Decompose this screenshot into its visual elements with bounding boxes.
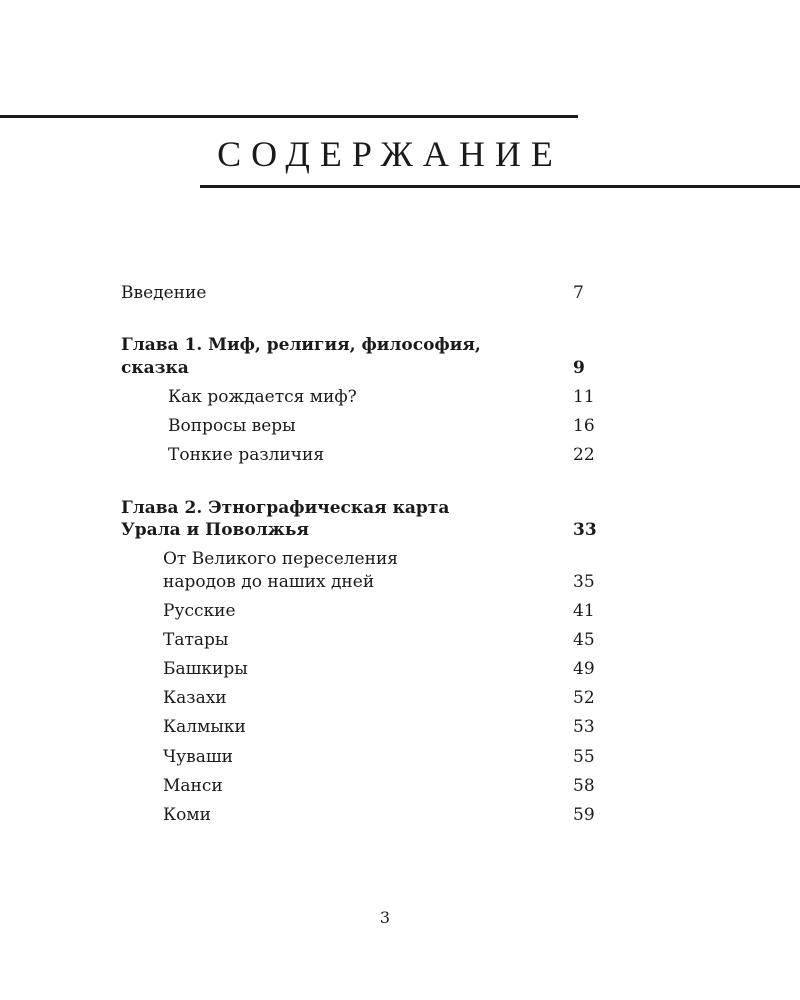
- toc-entry-label: Коми: [163, 805, 211, 825]
- title-rule-top: [0, 115, 578, 118]
- page-title: СОДЕРЖАНИЕ: [217, 134, 563, 174]
- toc-entry-page: 52: [573, 688, 595, 708]
- toc-entry-page: 7: [573, 283, 584, 303]
- toc-chapter-page: 9: [573, 358, 585, 378]
- toc-entry-label: Калмыки: [163, 717, 246, 737]
- toc-entry-label: Чуваши: [163, 747, 233, 767]
- toc-entry-label: Манси: [163, 776, 223, 796]
- toc-entry-page: 16: [573, 416, 595, 436]
- toc-entry-page: 53: [573, 717, 595, 737]
- toc-entry-label: От Великого переселения: [163, 549, 398, 569]
- toc-entry-page: 45: [573, 630, 595, 650]
- toc-entry-label: Как рождается миф?: [168, 387, 357, 407]
- toc-entry-label: Татары: [163, 630, 229, 650]
- toc-entry-page: 58: [573, 776, 595, 796]
- toc-entry-page: 59: [573, 805, 595, 825]
- toc-entry-label: Башкиры: [163, 659, 248, 679]
- toc-entry-page: 35: [573, 572, 595, 592]
- page-number: 3: [379, 908, 391, 927]
- toc-entry-label: Казахи: [163, 688, 227, 708]
- toc-entry-page: 11: [573, 387, 595, 407]
- title-rule-bottom: [200, 185, 800, 188]
- toc-entry-page: 41: [573, 601, 595, 621]
- toc-chapter-label: Глава 2. Этнографическая карта: [121, 498, 450, 518]
- toc-entry-label: народов до наших дней: [163, 572, 375, 592]
- toc-entry-label: Русские: [163, 601, 236, 621]
- toc-chapter-label: Урала и Поволжья: [121, 520, 309, 540]
- toc-entry-page: 55: [573, 747, 595, 767]
- toc-chapter-label: Глава 1. Миф, религия, философия,: [121, 335, 481, 355]
- toc-entry-label: Введение: [121, 283, 207, 303]
- toc-entry-label: Тонкие различия: [168, 445, 325, 465]
- toc-entry-page: 49: [573, 659, 595, 679]
- toc-chapter-label: сказка: [121, 358, 189, 378]
- toc-chapter-page: 33: [573, 520, 597, 540]
- toc-entry-label: Вопросы веры: [168, 416, 296, 436]
- toc-entry-page: 22: [573, 445, 595, 465]
